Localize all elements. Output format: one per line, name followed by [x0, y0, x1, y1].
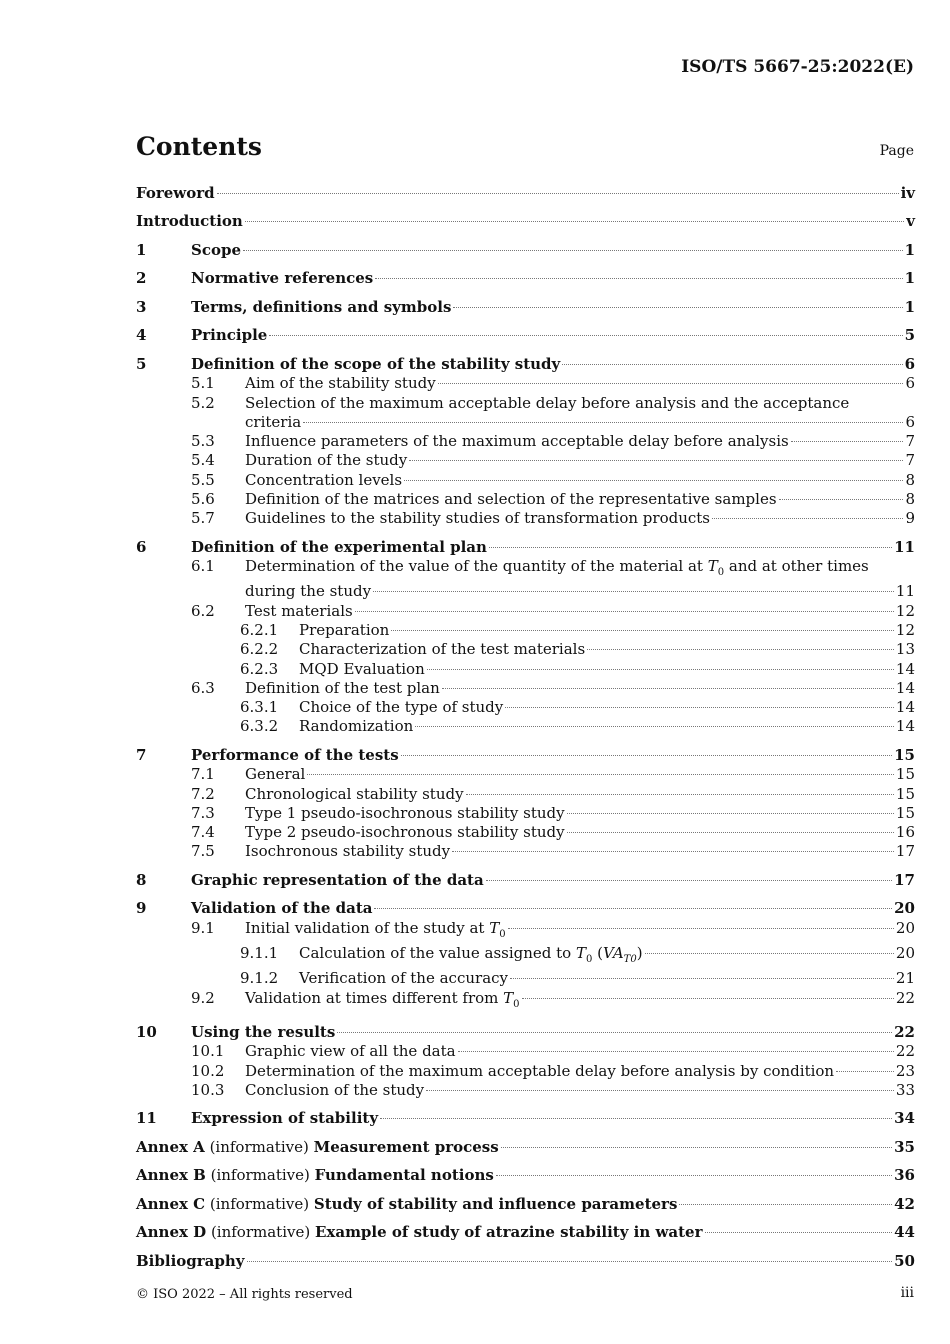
toc-entry-title: Performance of the tests — [191, 745, 399, 764]
dot-leader — [442, 688, 894, 689]
toc-entry-line[interactable] — [136, 394, 915, 413]
toc-entry-number: 9.2 — [191, 988, 215, 1007]
toc-entry-number: 10.3 — [191, 1080, 225, 1099]
toc-page-number: 15 — [895, 765, 915, 784]
math-subscript: 0 — [499, 928, 506, 940]
dot-leader — [269, 335, 902, 336]
toc-page-number: 12 — [895, 620, 915, 639]
toc-entry-number: 6.3 — [191, 678, 215, 697]
toc-page-number: 17 — [895, 842, 915, 861]
dot-leader — [247, 1261, 893, 1262]
toc-entry[interactable] — [136, 509, 915, 528]
toc-page-number: 12 — [895, 601, 915, 620]
dot-leader — [486, 880, 892, 881]
toc-page-number: 35 — [894, 1137, 915, 1156]
toc-entry-title: Influence parameters of the maximum acceptable delay before analysis — [245, 432, 789, 451]
dot-leader — [567, 832, 894, 833]
dot-leader — [501, 1147, 892, 1148]
toc-entry-title: Definition of the experimental plan — [191, 537, 487, 556]
toc-entry-title: Scope — [191, 240, 242, 259]
toc-entry-title: Validation of the data — [191, 899, 373, 918]
toc-entry[interactable] — [136, 602, 915, 621]
toc-entry-title: Validation at times different from $T_0$ — [245, 988, 520, 1010]
dot-leader — [391, 630, 894, 631]
dot-leader — [374, 908, 892, 909]
toc-page-number: 42 — [894, 1194, 915, 1213]
toc-entry-title: Conclusion of the study — [245, 1080, 425, 1099]
toc-entry[interactable] — [136, 679, 915, 698]
toc-entry-title: Annex B (informative) Fundamental notions — [136, 1166, 494, 1185]
toc-entry-title: Graphic representation of the data — [191, 870, 484, 889]
toc-entry[interactable] — [136, 969, 915, 988]
dot-leader — [426, 1090, 894, 1091]
toc-entry[interactable] — [136, 490, 915, 509]
toc-entry-title: Chronological stability study — [245, 784, 464, 803]
dot-leader — [453, 307, 902, 308]
dot-leader — [508, 928, 894, 929]
toc-page-number: v — [906, 212, 915, 231]
dot-leader — [373, 591, 894, 592]
toc-entry[interactable] — [136, 660, 915, 679]
toc-entry-title: Annex A (informative) Measurement process — [136, 1137, 499, 1156]
toc-page-number: 9 — [905, 509, 915, 528]
toc-entry-title: Annex D (informative) Example of study of atrazine stability in water — [136, 1223, 703, 1242]
toc-entry[interactable] — [136, 538, 915, 557]
dot-leader — [779, 499, 904, 500]
toc-entry-title: Selection of the maximum acceptable delay before analysis and the acceptance — [245, 393, 850, 412]
toc-entry[interactable] — [136, 374, 915, 393]
toc-page-number: 22 — [894, 1023, 915, 1042]
toc-entry-number: 7.1 — [191, 765, 215, 784]
toc-entry-title: Determination of the value of the quantity of the material at $T_0$ and at other times — [245, 557, 869, 579]
toc-page-number: 50 — [894, 1251, 915, 1270]
toc-entry[interactable] — [136, 989, 915, 1014]
math-subscript: T0 — [623, 953, 637, 965]
toc-entry-title: Introduction — [136, 212, 243, 231]
toc-entry-title: MQD Evaluation — [299, 659, 425, 678]
toc-page-number: 33 — [895, 1080, 915, 1099]
toc-entry[interactable] — [136, 1109, 915, 1128]
toc-entry-number: 5.2 — [191, 393, 215, 412]
page-column-label: Page — [879, 143, 914, 159]
dot-leader — [415, 726, 894, 727]
dot-leader — [355, 611, 894, 612]
toc-entry-number: 7.5 — [191, 842, 215, 861]
toc-page-number: 14 — [895, 717, 915, 736]
toc-entry[interactable] — [136, 746, 915, 765]
page-number: iii — [900, 1285, 914, 1301]
toc-page-number: 16 — [895, 823, 915, 842]
toc-entry[interactable] — [136, 823, 915, 842]
toc-entry[interactable] — [136, 432, 915, 451]
toc-entry-title: Annex C (informative) Study of stability and influence parameters — [136, 1194, 678, 1213]
dot-leader — [307, 774, 894, 775]
toc-entry-number: 3 — [136, 297, 147, 316]
dot-leader — [705, 1232, 893, 1233]
math-subscript: 0 — [717, 567, 725, 579]
toc-page-number: 22 — [895, 988, 915, 1007]
toc-page-number: iv — [900, 184, 915, 202]
toc-page-number: 15 — [894, 745, 915, 764]
toc-page-number: 20 — [894, 899, 915, 918]
toc-page-number: 34 — [894, 1109, 915, 1128]
dot-leader — [791, 441, 904, 442]
toc-page-number: 14 — [895, 659, 915, 678]
toc-page-number: 21 — [895, 969, 915, 988]
toc-entry-number: 9.1.2 — [240, 969, 279, 988]
toc-entry[interactable] — [136, 212, 915, 231]
toc-entry-number: 9.1.1 — [240, 943, 279, 962]
dot-leader — [505, 707, 894, 708]
toc-entry-title: Isochronous stability study — [245, 842, 451, 861]
toc-entry-title: Terms, definitions and symbols — [191, 297, 452, 316]
toc-entry-title: Concentration levels — [245, 470, 403, 489]
toc-entry-line[interactable] — [136, 557, 915, 582]
toc-annex-entry[interactable] — [136, 1223, 915, 1242]
toc-entry-number: 9 — [136, 899, 147, 918]
toc-entry-title: Normative references — [191, 269, 374, 288]
toc-entry-title: Initial validation of the study at $T_0$ — [245, 918, 506, 940]
toc-page-number: 22 — [895, 1042, 915, 1061]
dot-leader — [401, 755, 892, 756]
toc-entry-title: Using the results — [191, 1023, 336, 1042]
math-variable: T — [575, 943, 586, 962]
toc-entry-number: 5 — [136, 354, 147, 373]
toc-entry[interactable] — [136, 1081, 915, 1100]
toc-entry-title: Principle — [191, 326, 268, 345]
toc-entry-number: 6.2.1 — [240, 620, 279, 639]
copyright-footer: © ISO 2022 – All rights reserved — [136, 1287, 353, 1302]
dot-leader — [303, 422, 903, 423]
toc-entry[interactable] — [136, 717, 915, 736]
toc-entry[interactable] — [136, 919, 915, 944]
toc-entry-number: 5.1 — [191, 374, 215, 393]
dot-leader — [458, 1051, 894, 1052]
dot-leader — [510, 978, 894, 979]
toc-entry-number: 6.1 — [191, 557, 215, 576]
toc-entry-number: 4 — [136, 326, 147, 345]
math-subscript: 0 — [513, 998, 520, 1010]
toc-entry-title: Definition of the scope of the stability study — [191, 354, 561, 373]
toc-entry[interactable] — [136, 640, 915, 659]
toc-entry-title: Type 1 pseudo-isochronous stability study — [245, 803, 565, 822]
toc-entry-number: 5.5 — [191, 470, 215, 489]
toc-entry-title: Aim of the stability study — [245, 374, 436, 393]
toc-page-number: 15 — [895, 784, 915, 803]
toc-entry-number: 6.3.1 — [240, 698, 279, 717]
toc-entry-number: 8 — [136, 870, 147, 889]
dot-leader — [380, 1118, 892, 1119]
toc-entry-title: Randomization — [299, 717, 414, 736]
toc-entry-title: Characterization of the test materials — [299, 640, 586, 659]
toc-entry-number: 6.2.3 — [240, 659, 279, 678]
toc-entry-title: criteria — [245, 412, 302, 431]
toc-entry-number: 5.3 — [191, 432, 215, 451]
toc-entry-number: 2 — [136, 269, 147, 288]
dot-leader — [645, 953, 894, 954]
toc-page-number: 23 — [895, 1061, 915, 1080]
toc-entry-title: during the study — [245, 582, 372, 601]
toc-page-number: 6 — [905, 412, 915, 431]
dot-leader — [427, 669, 894, 670]
toc-entry[interactable] — [136, 582, 915, 601]
toc-entry-number: 6 — [136, 537, 147, 556]
toc-entry-number: 9.1 — [191, 918, 215, 937]
toc-page-number: 20 — [895, 918, 915, 937]
toc-entry-number: 10.2 — [191, 1061, 225, 1080]
toc-entry[interactable] — [136, 698, 915, 717]
toc-entry[interactable] — [136, 1042, 915, 1061]
toc-page-number: 17 — [894, 870, 915, 889]
table-of-contents — [136, 184, 915, 1271]
toc-entry[interactable] — [136, 355, 915, 374]
math-subscript: 0 — [586, 953, 593, 965]
toc-page-number: 6 — [905, 374, 915, 393]
toc-page-number: 14 — [895, 698, 915, 717]
dot-leader — [587, 649, 894, 650]
toc-annex-entry[interactable] — [136, 1166, 915, 1185]
dot-leader — [243, 250, 903, 251]
toc-entry-number: 7.4 — [191, 823, 215, 842]
toc-page-number: 13 — [895, 640, 915, 659]
toc-entry-title: Definition of the test plan — [245, 678, 440, 697]
dot-leader — [337, 1032, 892, 1033]
toc-entry[interactable] — [136, 326, 915, 345]
toc-entry-title: Bibliography — [136, 1251, 245, 1270]
toc-entry-number: 6.2.2 — [240, 640, 279, 659]
toc-entry[interactable] — [136, 269, 915, 288]
toc-page-number: 1 — [904, 297, 915, 316]
toc-page-number: 14 — [895, 678, 915, 697]
math-variable: T — [707, 557, 718, 576]
toc-entry-number: 11 — [136, 1109, 157, 1128]
toc-entry[interactable] — [136, 1252, 915, 1271]
toc-entry-title: Test materials — [245, 601, 353, 620]
toc-entry-title: Calculation of the value assigned to $T_0$ $(VA_{T0})$ — [299, 943, 643, 965]
toc-entry-title: General — [245, 765, 306, 784]
toc-entry-title: Expression of stability — [191, 1109, 379, 1128]
dot-leader — [375, 278, 902, 279]
toc-entry[interactable] — [136, 298, 915, 317]
toc-entry[interactable] — [136, 413, 915, 432]
dot-leader — [836, 1071, 894, 1072]
dot-leader — [452, 851, 894, 852]
toc-page-number: 8 — [905, 470, 915, 489]
dot-leader — [466, 794, 894, 795]
toc-page-number: 7 — [905, 432, 915, 451]
toc-entry[interactable] — [136, 621, 915, 640]
toc-entry-number: 7 — [136, 745, 147, 764]
toc-entry-number: 6.3.2 — [240, 717, 279, 736]
toc-annex-entry[interactable] — [136, 1138, 915, 1157]
toc-entry[interactable] — [136, 451, 915, 470]
toc-entry[interactable] — [136, 471, 915, 490]
toc-entry-title: Type 2 pseudo-isochronous stability study — [245, 823, 565, 842]
toc-page-number: 15 — [895, 803, 915, 822]
toc-page-number: 5 — [904, 326, 915, 345]
toc-entry[interactable] — [136, 899, 915, 918]
toc-entry-number: 10.1 — [191, 1042, 225, 1061]
toc-entry[interactable] — [136, 241, 915, 260]
dot-leader — [409, 460, 903, 461]
toc-page-number: 8 — [905, 489, 915, 508]
dot-leader — [712, 518, 903, 519]
toc-annex-entry[interactable] — [136, 1195, 915, 1214]
toc-entry-number: 1 — [136, 240, 147, 259]
toc-page-number: 20 — [895, 943, 915, 962]
dot-leader — [679, 1204, 892, 1205]
toc-entry-title: Preparation — [299, 620, 390, 639]
dot-leader — [404, 480, 903, 481]
toc-entry[interactable] — [136, 871, 915, 890]
math-variable: T — [503, 988, 514, 1007]
dot-leader — [245, 221, 904, 222]
dot-leader — [217, 193, 899, 194]
toc-page-number: 44 — [894, 1223, 915, 1242]
toc-entry-title: Choice of the type of study — [299, 698, 504, 717]
toc-page-number: 6 — [904, 354, 915, 373]
dot-leader — [496, 1175, 892, 1176]
toc-entry-title: Guidelines to the stability studies of transformation products — [245, 509, 710, 528]
math-variable: T — [489, 918, 500, 937]
toc-page-number: 36 — [894, 1166, 915, 1185]
toc-page-number: 1 — [904, 269, 915, 288]
math-variable: VA — [603, 943, 624, 962]
toc-entry-number: 7.3 — [191, 803, 215, 822]
toc-entry[interactable] — [136, 1062, 915, 1081]
toc-entry-title: Foreword — [136, 184, 215, 202]
toc-page-number: 1 — [904, 240, 915, 259]
toc-entry[interactable] — [136, 804, 915, 823]
toc-entry[interactable] — [136, 765, 915, 784]
toc-entry-title: Graphic view of all the data — [245, 1042, 456, 1061]
toc-entry[interactable] — [136, 785, 915, 804]
toc-entry-number: 5.7 — [191, 509, 215, 528]
toc-entry[interactable] — [136, 184, 915, 203]
toc-entry[interactable] — [136, 1023, 915, 1042]
toc-page-number: 7 — [905, 451, 915, 470]
toc-entry-number: 5.6 — [191, 489, 215, 508]
dot-leader — [562, 364, 902, 365]
dot-leader — [522, 998, 894, 999]
toc-entry-number: 7.2 — [191, 784, 215, 803]
dot-leader — [567, 813, 894, 814]
toc-entry-title: Determination of the maximum acceptable delay before analysis by condition — [245, 1061, 835, 1080]
toc-entry-number: 6.2 — [191, 601, 215, 620]
toc-entry-title: Verification of the accuracy — [299, 969, 509, 988]
toc-entry-number: 5.4 — [191, 451, 215, 470]
toc-entry-title: Duration of the study — [245, 451, 408, 470]
toc-entry-title: Definition of the matrices and selection of the representative samples — [245, 489, 777, 508]
dot-leader — [438, 383, 904, 384]
document-id-header: ISO/TS 5667-25:2022(E) — [681, 57, 914, 77]
page-title: Contents — [136, 132, 263, 161]
toc-page-number: 11 — [895, 582, 915, 601]
toc-page-number: 11 — [894, 537, 915, 556]
toc-entry[interactable] — [136, 842, 915, 861]
toc-entry[interactable] — [136, 944, 915, 969]
dot-leader — [489, 547, 892, 548]
toc-entry-number: 10 — [136, 1023, 157, 1042]
